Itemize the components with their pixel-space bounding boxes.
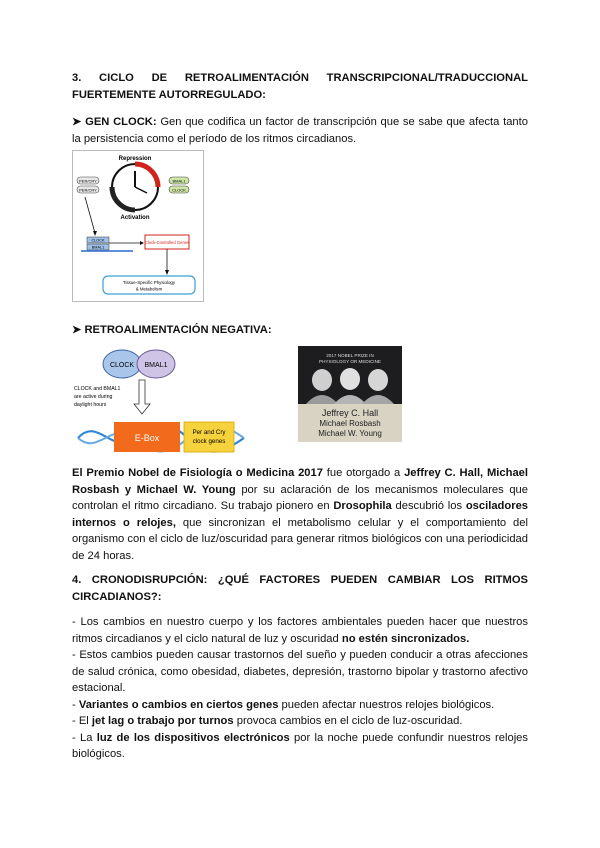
feedback-loop-diagram — [73, 151, 203, 301]
clock-gene-paragraph — [72, 114, 528, 147]
nobel-text-2: por su aclaración de los mecanismos moleculares que controlan el ritmo circadiano. Su trabajo pionero en — [72, 483, 528, 512]
name-hall: Jeffrey C. Hall — [321, 408, 379, 418]
right-pill-2-label: CLOCK — [172, 187, 186, 193]
bullet-5-bold: luz de los dispositivos electrónicos — [96, 731, 290, 744]
per-cry-label-2: clock genes — [192, 438, 226, 445]
bullet-5-text: por la noche puede confundir nuestros relojes biológicos. — [72, 731, 528, 760]
clock-protein-label: CLOCK — [109, 362, 135, 369]
bullet-2-text: - Estos cambios pueden causar trastornos del sueño y pueden conducir a otras afecciones de salud crónica, como obesidad, diabetes, depresión, trastorno bipolar y trastorno afectivo estacional. — [72, 649, 528, 694]
down-arrow-left — [85, 197, 95, 233]
bullet-3-text: pueden afectar nuestros relojes biológicos. — [278, 698, 495, 711]
portrait-young-body — [362, 395, 394, 404]
ebox-diagram — [68, 346, 248, 456]
negative-feedback-heading: ➤ RETROALIMENTACIÓN NEGATIVA: — [72, 324, 272, 336]
right-pill-1-label: BMAL1 — [172, 178, 186, 184]
per-cry-label-1: Per and Cry — [192, 429, 226, 436]
down-arrow-left-head — [93, 231, 97, 236]
bullet-1-bold: no estén sincronizados. — [341, 632, 470, 645]
portrait-young — [368, 369, 388, 391]
activation-label: Activation — [120, 215, 150, 221]
bullet-4-bold: jet lag o trabajo por turnos — [91, 715, 234, 727]
nobel-text-3: descubrió los — [391, 500, 466, 512]
portrait-hall — [312, 369, 332, 391]
nobel-line-1: 2017 NOBEL PRIZE IN — [326, 353, 374, 358]
bullet-4-dash: - El — [72, 715, 92, 727]
complex-bottom-label: BMAL1 — [91, 245, 105, 250]
bullet-3-dash: - — [72, 698, 79, 711]
nobel-line-2: PHYSIOLOGY OR MEDICINE — [319, 359, 381, 364]
name-rosbash: Michael Rosbash — [319, 419, 381, 428]
bullet-4-text: provoca cambios en el ciclo de luz-oscuridad. — [233, 715, 463, 727]
section-3-title: 3. CICLO DE RETROALIMENTACIÓN TRANSCRIPCIONAL/TRADUCCIONAL FUERTEMENTE AUTORREGULADO: — [72, 72, 528, 101]
arrow-to-output-head — [165, 270, 169, 275]
per-cry-box — [184, 422, 234, 452]
nobel-paragraph — [72, 465, 528, 564]
nobel-text-4: que sincronizan el metabolismo celular y el comportamiento del organismo con el ciclo de luz/oscuridad para generar ritmos biológicos con una periodicidad de 24 horas. — [72, 516, 528, 562]
portrait-rosbash-body — [334, 395, 366, 404]
ebox-label: E-Box — [134, 433, 160, 443]
bullet-1-text: - Los cambios en nuestro cuerpo y los factores ambientales pueden hacer que nuestros ritmos circadianos y el ciclo natural de luz y oscuridad — [72, 616, 528, 645]
arrow-to-ccg-head — [140, 241, 144, 245]
repression-label: Repression — [118, 156, 152, 162]
left-pill-1-label: PER/CRY — [79, 178, 97, 184]
daylight-note-2: are active during — [74, 394, 113, 400]
nobel-text-1: fue otorgado a — [322, 467, 405, 479]
output-label-1: Tissue-Specific Physiology — [122, 280, 176, 285]
ebox-figure — [68, 346, 248, 456]
portrait-rosbash — [340, 368, 360, 390]
bullet-5-dash: - La — [72, 731, 97, 744]
output-label-2: & Metabolism — [135, 286, 163, 292]
name-young: Michael W. Young — [318, 429, 382, 438]
bmal1-protein-label: BMAL1 — [144, 362, 168, 369]
oscillators-term: osciladores internos o relojes, — [72, 500, 529, 529]
daylight-note-3: daylight hours — [74, 402, 107, 408]
daylight-note-1: CLOCK and BMAL1 — [74, 386, 121, 392]
bullet-3-bold: Variantes o cambios en ciertos genes — [78, 698, 279, 711]
left-pill-2-label: PER/CRY — [79, 187, 97, 193]
drosophila-term: Drosophila — [333, 500, 392, 512]
section-4-title: 4. CRONODISRUPCIÓN: ¿QUÉ FACTORES PUEDEN CAMBIAR LOS RITMOS CIRCADIANOS?: — [72, 574, 528, 603]
nobel-laureates-image — [298, 346, 402, 442]
bullet-list — [72, 614, 528, 763]
clock-gene-heading: ➤ GEN CLOCK: — [72, 116, 157, 128]
laureate-names: Jeffrey C. Hall, Michael Rosbash y Michael W. Young — [72, 467, 528, 496]
feedback-loop-figure — [72, 150, 204, 302]
hollow-down-arrow — [134, 380, 150, 414]
complex-top-label: CLOCK — [91, 238, 105, 243]
clock-gene-text: Gen que codifica un factor de transcripción que se sabe que afecta tanto la persistencia como el período de los ritmos circadianos. — [72, 116, 528, 145]
portrait-hall-body — [306, 395, 338, 404]
nobel-prize-phrase: El Premio Nobel de Fisiología o Medicina 2017 — [72, 467, 323, 479]
nobel-laureates-illustration — [298, 346, 402, 442]
ccg-label: Clock-Controlled Genes — [144, 240, 190, 245]
